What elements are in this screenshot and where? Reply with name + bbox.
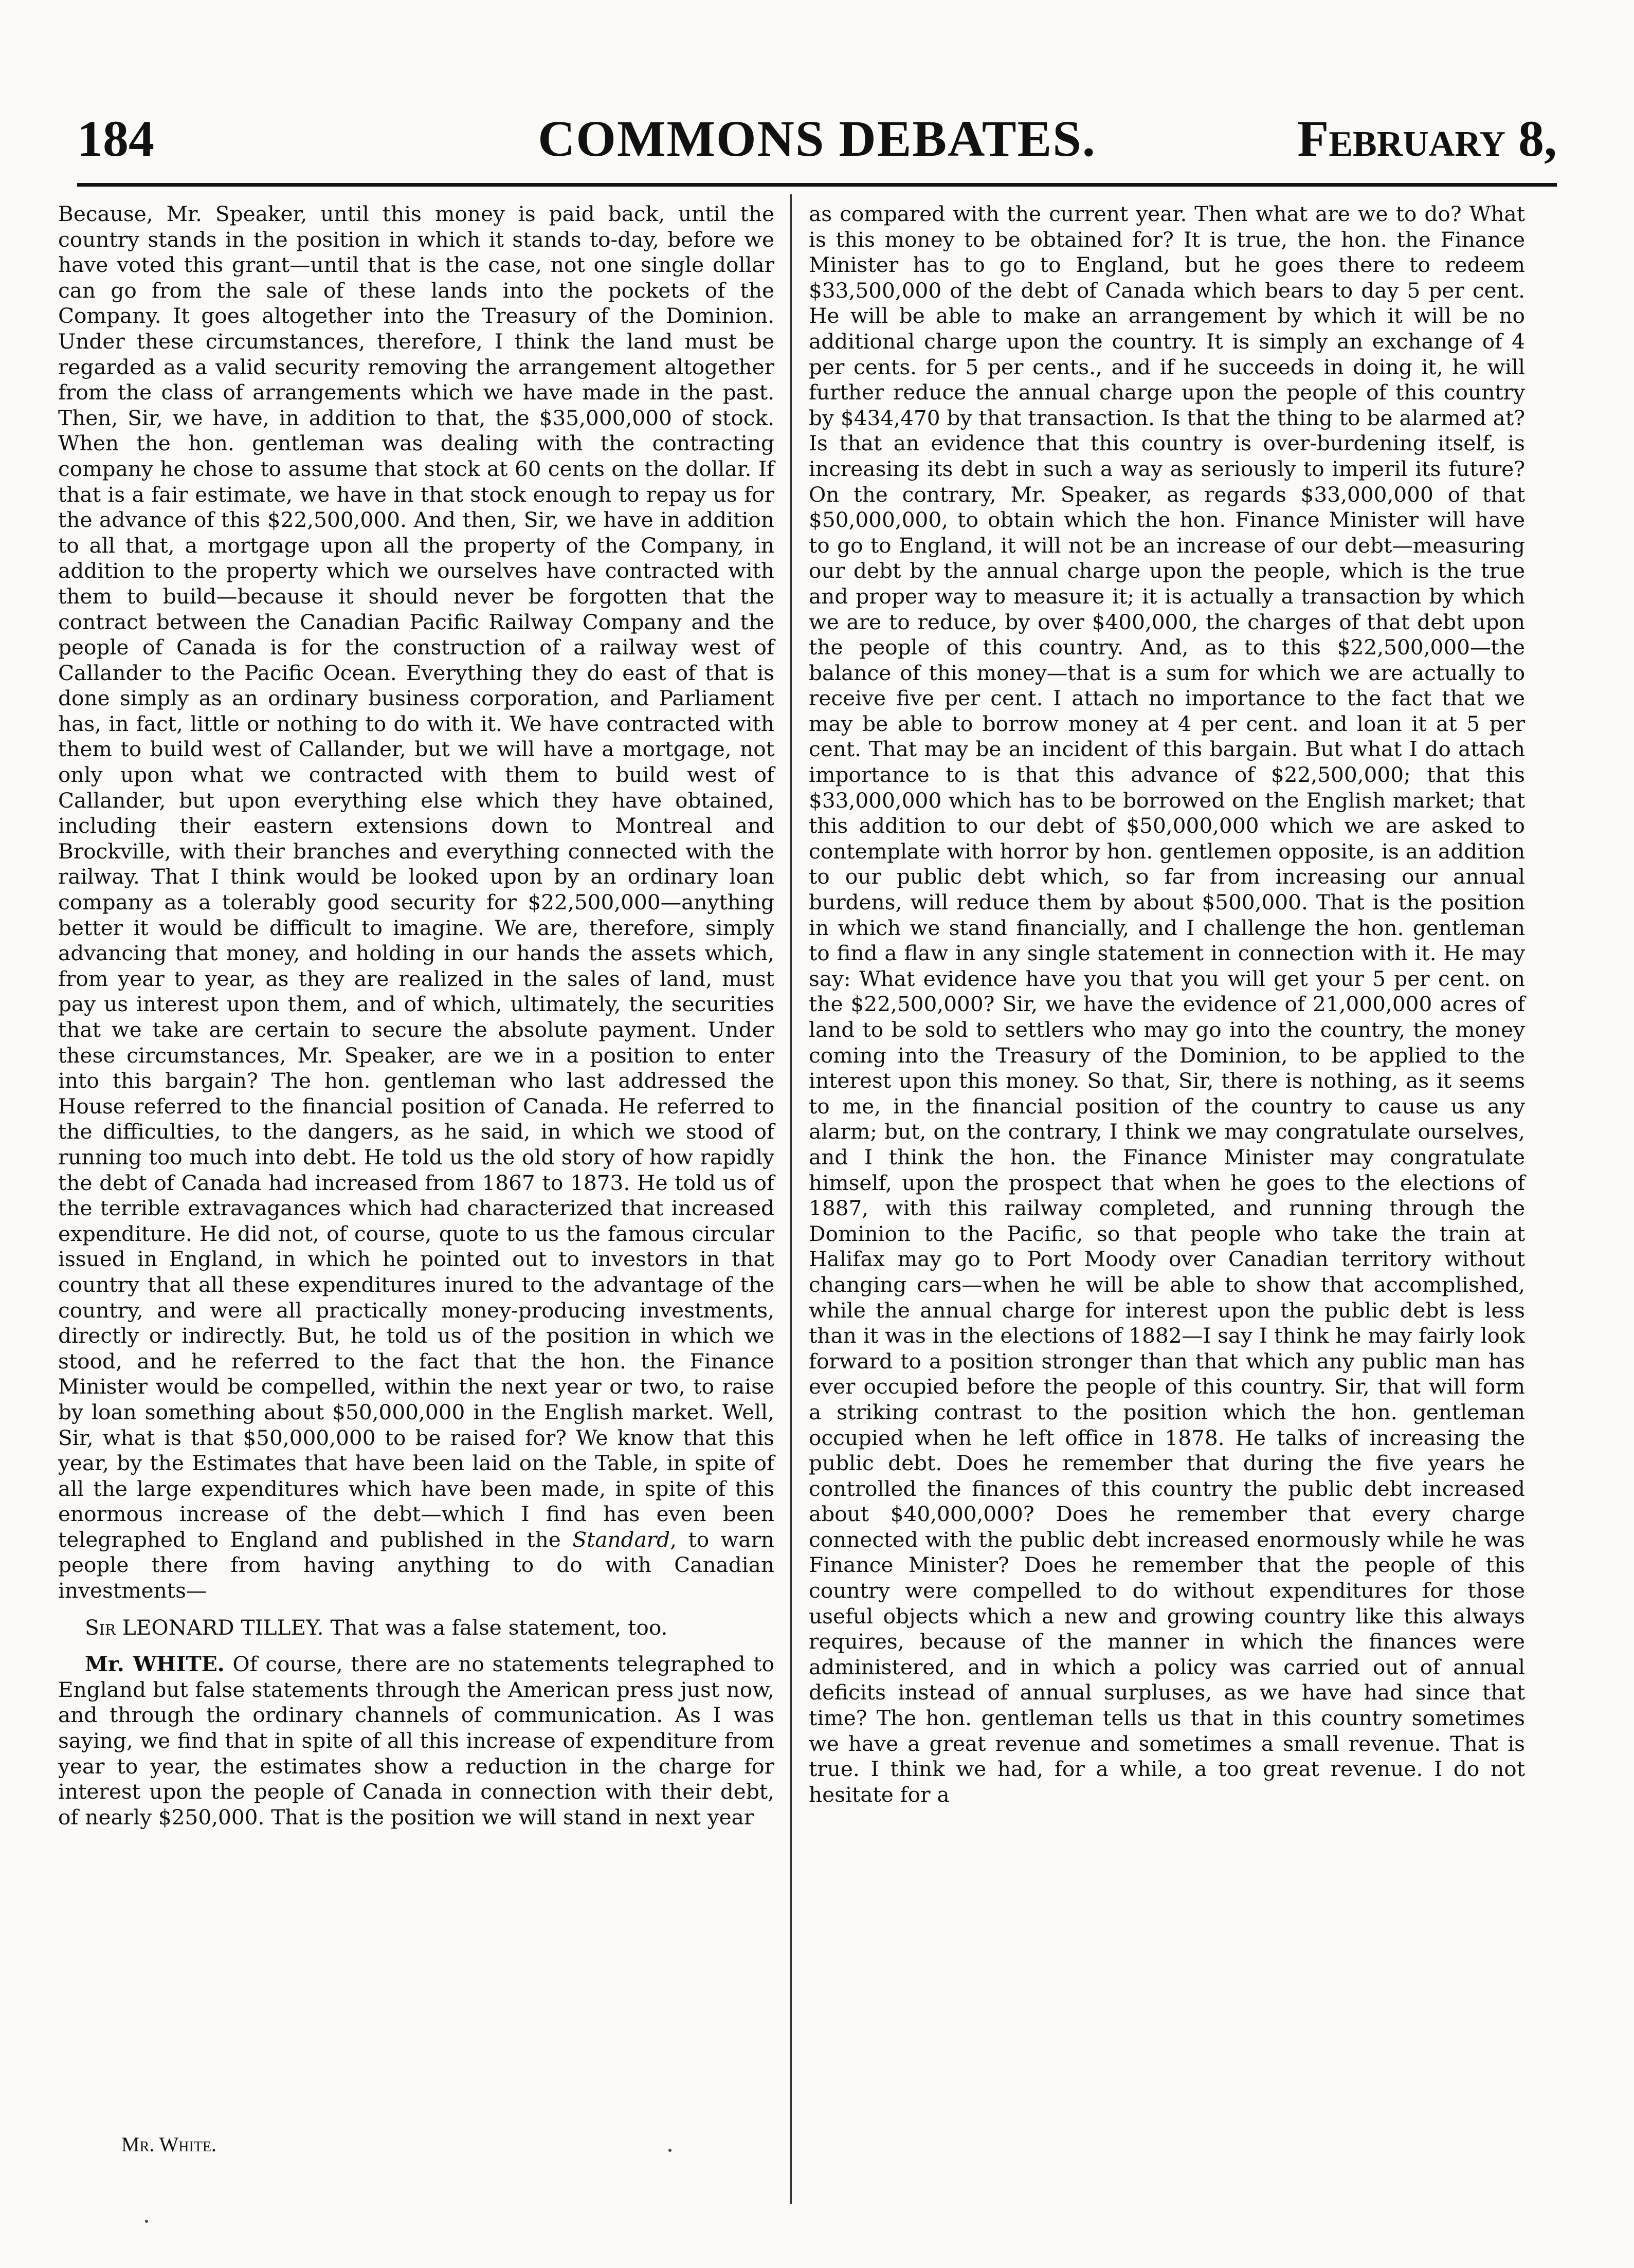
paragraph: as compared with the current year. Then what are we to do? What is this money to be obtained for? It is true, the hon. the Finance Minister has to go to England, but he goes there to redeem $33,500,000 of the debt of Canada which bears to day 5 per cent. He will be able to make an arrangement by which it will be no additional charge upon the country. It is simply an exchange of 4 per cents. for 5 per cents., and if he succeeds in doing it, he will further reduce the annual charge upon the people of this country by $434,470 by that transaction. Is that the thing to be alarmed at? Is that an evidence that this country is over-burdening itself, is increasing its debt in such a way as seriously to imperil its future? On the contrary, Mr. Speaker, as regards $33,000,000 of that $50,000,000, to obtain which the hon. Finance Minister will have to go to England, it will not be an increase of our debt—measuring our debt by the annual charge upon the people, which is the true and proper way to measure it; it is actually a transaction by which we are to reduce, by over $400,000, the charges of that debt upon the people of this country. And, as to this $22,500,000—the balance of this money—that is a sum for which we are actually to receive five per cent. I attach no importance to the fact that we may be able to borrow money at 4 per cent. and loan it at 5 per cent. That may be an incident of this bargain. But what I do attach importance to is that this advance of $22,500,000; that this $33,000,000 which has to be borrowed on the English market; that this addition to our debt of $50,000,000 which we are asked to contemplate with horror by hon. gentlemen opposite, is an addition to our public debt which, so far from increasing our annual burdens, will reduce them by about $500,000. That is the position in which we stand financially, and I challenge the hon. gentleman to find a flaw in any single statement in connection with it. He may say: What evidence have you that you will get your 5 per cent. on the $22,500,000? Sir, we have the evidence of 21,000,000 acres of land to be sold to settlers who may go into the country, the money coming into the Treasury of the Dominion, to be applied to the interest upon this money. So that, Sir, there is nothing, as it seems to me, in the financial position of the country to cause us any alarm; but, on the contrary, I think we may congratulate ourselves, and I think the hon. the Finance Minister may congratulate himself, upon the prospect that when he goes to the elections of 1887, with this railway completed, and running through the Dominion to the Pacific, so that people who take the train at Halifax may go to Port Moody over Canadian territory without changing cars—when he will be able to show that accomplished, while the annual charge for interest upon the public debt is less than it was in the elections of 1882—I say I think he may fairly look forward to a position stronger than that which any public man has ever occupied before the people of this country. Sir, that will form a striking contrast to the position which the hon. gentleman occupied when he left office in 1878. He talks of increasing the public debt. Does he remember that during the five years he controlled the finances of this country the public debt increased about $40,000,000? Does he remember that every charge connected with the public debt increased enormously while he was Finance Minister? Does he remember that the people of this country were compelled to do without expenditures for those useful objects which a new and growing country like this always requires, because of the manner in which the finances were administered, and in which a policy was carried out of annual deficits instead of annual surpluses, as we have had since that time? The hon. gentleman tells us that in this country sometimes we have a great revenue and sometimes a small revenue. That is true. I think we had, for a while, a too great revenue. I do not hesitate for a	[809, 202, 1525, 1807]
page-number: 184	[77, 110, 154, 167]
paragraph-text: Because, Mr. Speaker, until this money is paid back, until the country stands in the position in which it stands to-day, before we have voted this grant—until that is the case, not one single dollar can go from the sale of these lands into the pockets of the Company. It goes altogether into the Treasury of the Dominion. Under these circumstances, therefore, I think the land must be regarded as a valid security removing the arrangement altogether from the class of arrangements which we have made in the past. Then, Sir, we have, in addition to that, the $35,000,000 of stock. When the hon. gentleman was dealing with the contracting company he chose to assume that stock at 60 cents on the dollar. If that is a fair estimate, we have in that stock enough to repay us for the advance of this $22,500,000. And then, Sir, we have in addition to all that, a mortgage upon all the property of the Company, in addition to the property which we ourselves have contracted with them to build—because it should never be forgotten that the contract between the Canadian Pacific Railway Company and the people of Canada is for the construction of a railway west of Callander to the Pacific Ocean. Everything they do east of that is done simply as an ordinary business corporation, and Parliament has, in fact, little or nothing to do with it. We have contracted with them to build west of Callander, but we will have a mortgage, not only upon what we contracted with them to build west of Callander, but upon everything else which they have obtained, including their eastern extensions down to Montreal and Brockville, with their branches and everything connected with the railway. That I think would be looked upon by an ordinary loan company as a tolerably good security for $22,500,000—anything better it would be difficult to imagine. We are, therefore, simply advancing that money, and holding in our hands the assets which, from year to year, as they are realized in the sales of land, must pay us interest upon them, and of which, ultimately, the securities that we take are certain to secure the absolute payment. Under these circumstances, Mr. Speaker, are we in a position to enter into this bargain? The hon. gentleman who last addressed the House referred to the financial position of Canada. He referred to the difficulties, to the dangers, as he said, in which we stood of running too much into debt. He told us the old story of how rapidly the debt of Canada had increased from 1867 to 1873. He told us of the terrible extravagances which had characterized that increased expenditure. He did not, of course, quote to us the famous circular issued in England, in which he pointed out to investors in that country that all these expenditures inured to the advantage of the country, and were all practically money-producing investments, directly or indirectly. But, he told us of the position in which we stood, and he referred to the fact that the hon. the Finance Minister would be compelled, within the next year or two, to raise by loan something about $50,000,000 in the English market. Well, Sir, what is that $50,000,000 to be raised for? We know that this year, by the Estimates that have been laid on the Table, in spite of all the large expenditures which have been made, in spite of this enormous increase of the debt—which I find has even been telegraphed to England and published in the	[58, 202, 774, 1552]
publication-title: COMMONS DEBATES.	[538, 110, 1096, 167]
paragraph-white	[58, 1652, 774, 1830]
header-rule	[77, 183, 1557, 187]
running-footer-speaker: Mr. White.	[121, 2133, 217, 2156]
print-speck	[145, 2220, 148, 2223]
paragraph-tilley	[58, 1615, 774, 1641]
italic-publication-name: Standard	[572, 1527, 670, 1552]
speech-text: That was a false statement, too.	[323, 1615, 668, 1640]
speech-text: Of course, there are no statements telegraphed to England but false statements through the American press just now, and through the ordinary channels of communication. As I was saying, we find that in spite of all this increase of expenditure from year to year, the estimates show a reduction in the charge for interest upon the people of Canada in connection with their debt, of nearly $250,000. That is the position we will stand in next year	[58, 1652, 775, 1830]
speaker-name: Mr. WHITE.	[85, 1652, 225, 1677]
paragraph-text-end: , to warn people there from having anything to do with Canadian investments—	[58, 1527, 775, 1603]
page-date: February 8,	[1297, 110, 1557, 167]
column-divider	[790, 194, 792, 2204]
speaker-name: Sir LEONARD TILLEY.	[85, 1615, 324, 1640]
paragraph	[58, 202, 774, 1604]
print-speck	[668, 2149, 671, 2152]
left-column	[58, 202, 774, 1830]
page-header	[77, 103, 1557, 170]
right-column	[809, 202, 1525, 1807]
